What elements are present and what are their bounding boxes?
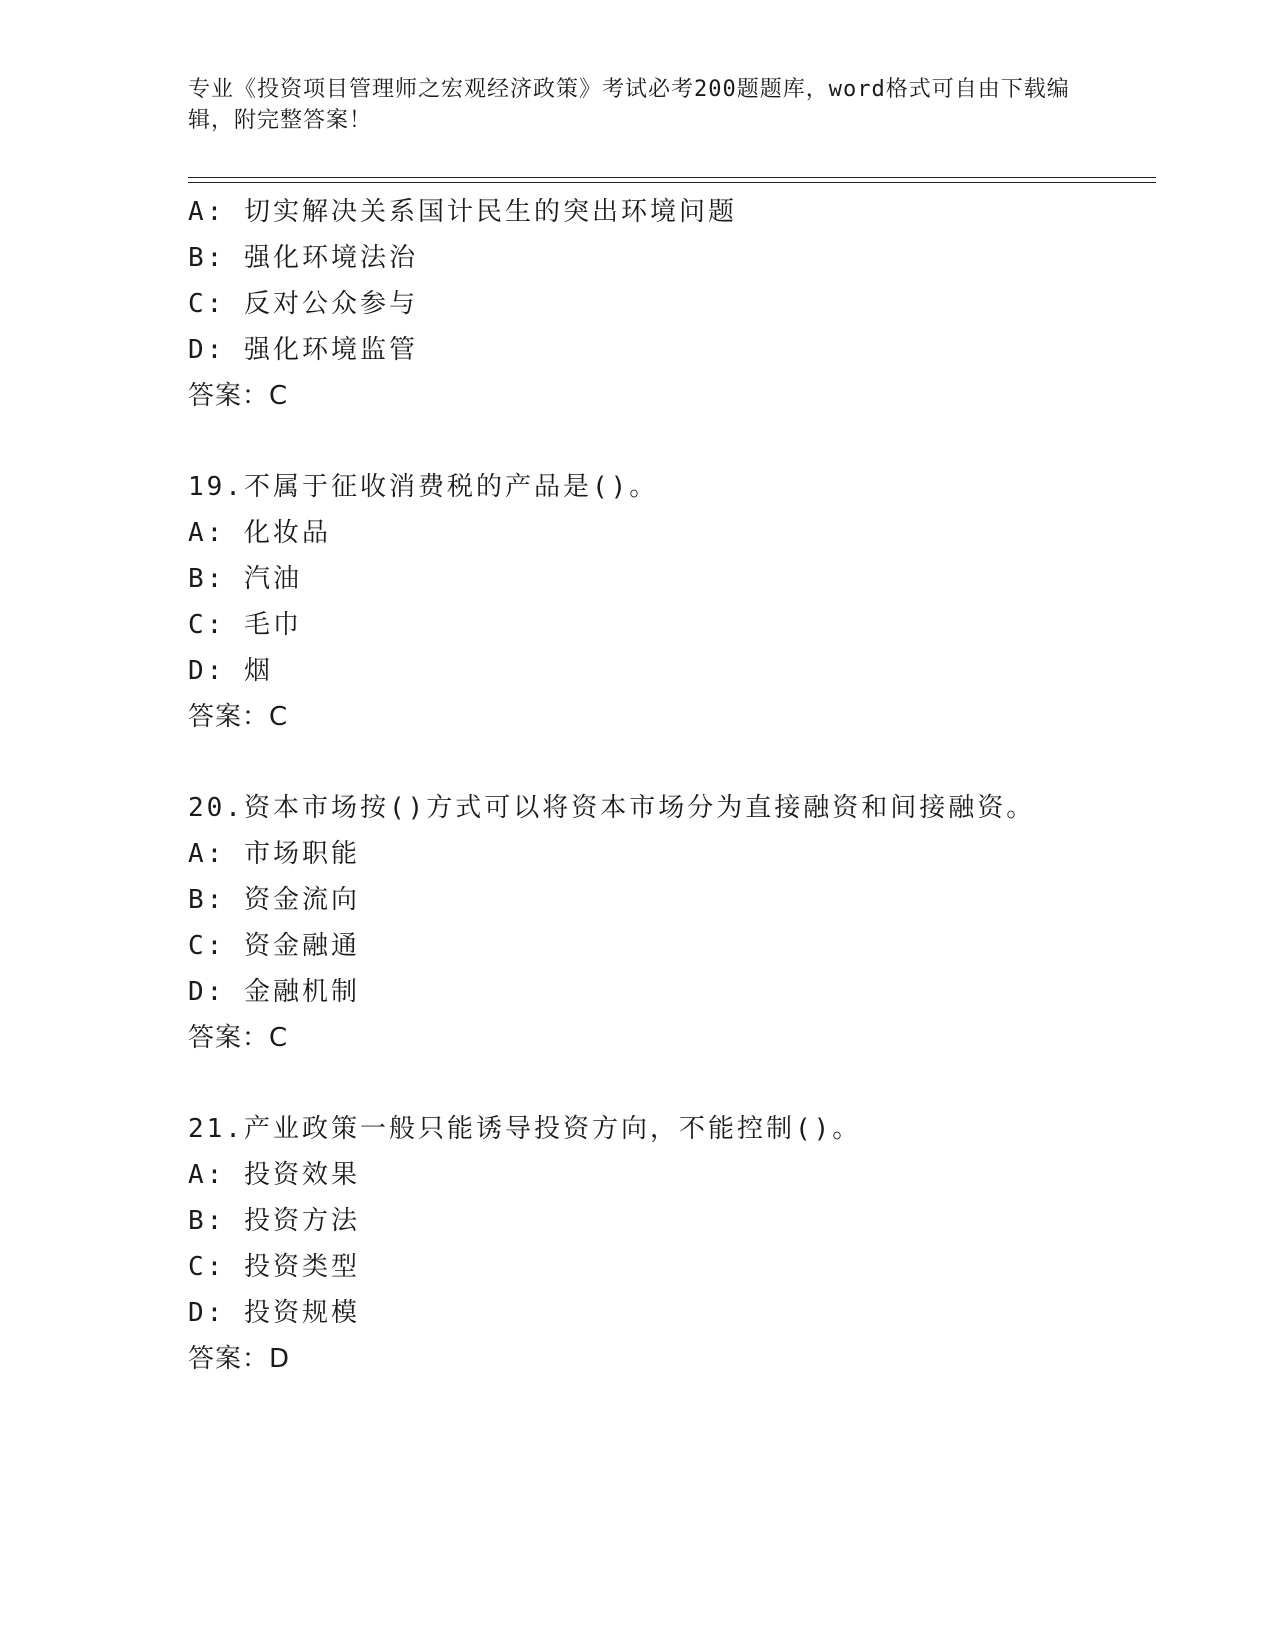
question-gap <box>188 740 1148 785</box>
option-b: B: 强化环境法治 <box>188 243 418 273</box>
option-b: B: 投资方法 <box>188 1206 360 1236</box>
answer-line: 答案：C <box>188 702 289 732</box>
header-divider <box>188 177 1156 183</box>
option-d: D: 烟 <box>188 656 273 686</box>
question-19 <box>188 464 1148 740</box>
question-gap <box>188 1061 1148 1106</box>
option-c: C: 毛巾 <box>188 610 302 640</box>
option-c: C: 资金融通 <box>188 931 360 961</box>
question-20 <box>188 785 1148 1061</box>
option-c: C: 投资类型 <box>188 1252 360 1282</box>
option-b: B: 资金流向 <box>188 885 360 915</box>
option-a: A: 投资效果 <box>188 1160 360 1190</box>
question-list <box>188 189 1148 1382</box>
option-a: A: 市场职能 <box>188 839 360 869</box>
option-d: D: 金融机制 <box>188 977 360 1007</box>
answer-line: 答案：C <box>188 381 289 411</box>
question-stem: 19.不属于征收消费税的产品是()。 <box>188 472 659 502</box>
option-a: A: 切实解决关系国计民生的突出环境问题 <box>188 197 737 227</box>
question-stem: 21.产业政策一般只能诱导投资方向，不能控制()。 <box>188 1114 862 1144</box>
question-gap <box>188 419 1148 464</box>
question-18 <box>188 189 1148 419</box>
answer-line: 答案：D <box>188 1344 291 1374</box>
option-d: D: 投资规模 <box>188 1298 360 1328</box>
question-stem: 20.资本市场按()方式可以将资本市场分为直接融资和间接融资。 <box>188 793 1036 823</box>
document-header-note: 专业《投资项目管理师之宏观经济政策》考试必考200题题库，word格式可自由下载编辑，附完整答案！ <box>188 77 1070 133</box>
option-b: B: 汽油 <box>188 564 302 594</box>
option-c: C: 反对公众参与 <box>188 289 418 319</box>
answer-line: 答案：C <box>188 1023 289 1053</box>
option-d: D: 强化环境监管 <box>188 335 418 365</box>
question-21 <box>188 1106 1148 1382</box>
option-a: A: 化妆品 <box>188 518 331 548</box>
